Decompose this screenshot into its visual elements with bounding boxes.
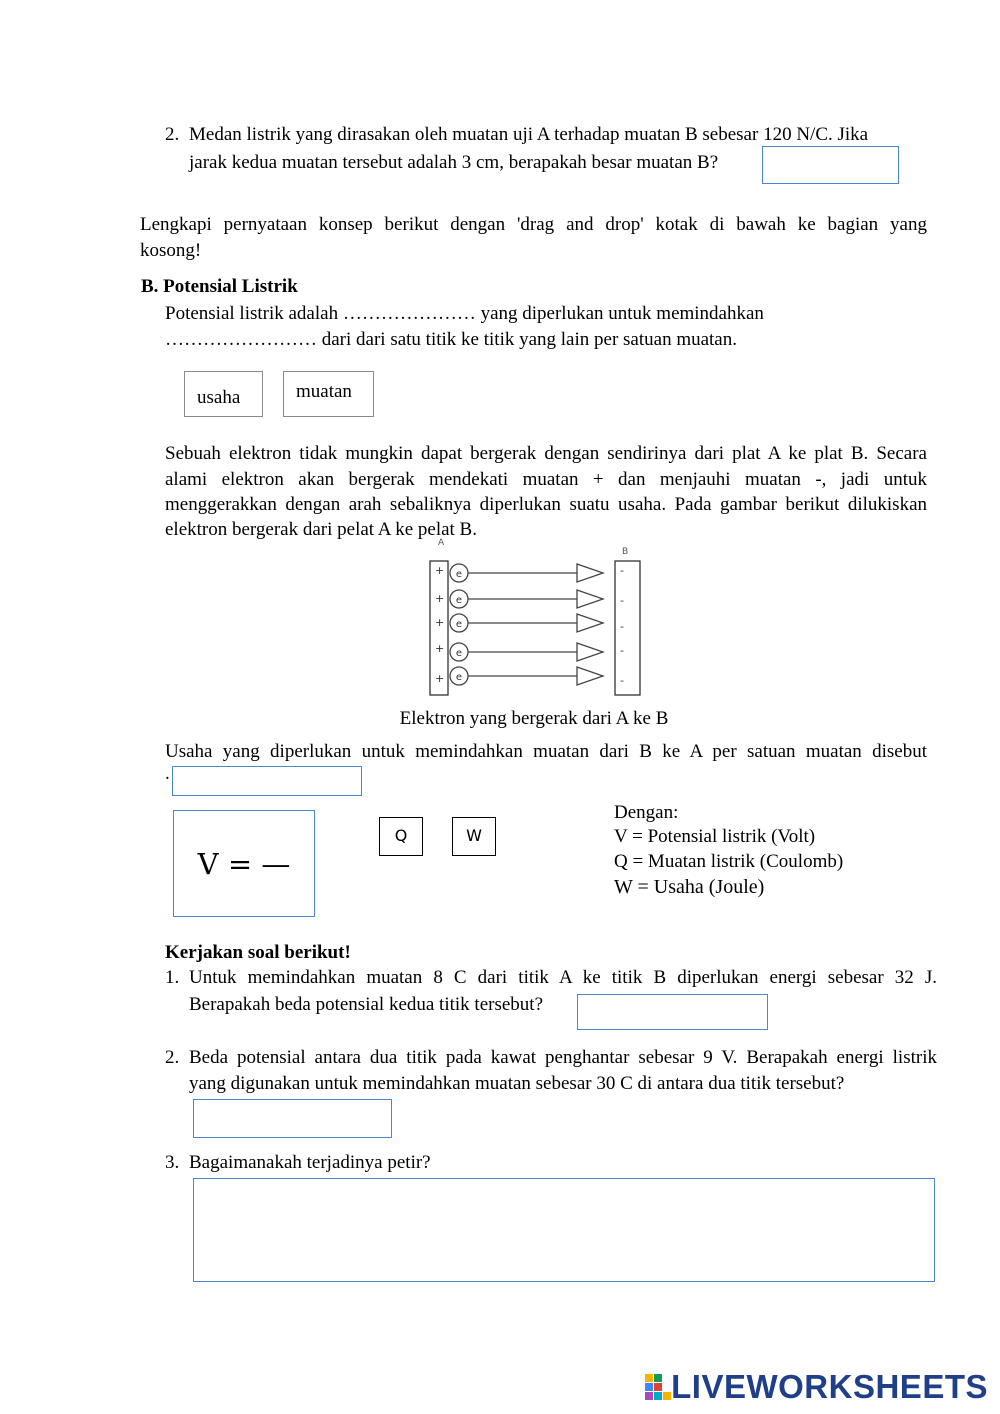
question-text-line: jarak kedua muatan tersebut adalah 3 cm, berapakah besar muatan B? bbox=[189, 152, 719, 173]
paragraph-line: Sebuah elektron tidak mungkin dapat bergerak dengan sendirinya dari plat A ke plat B. Secara bbox=[165, 443, 927, 464]
question-text-line: Untuk memindahkan muatan 8 C dari titik A ke titik B diperlukan energi sebesar 32 J. bbox=[189, 967, 937, 988]
plate-a-label: A bbox=[438, 538, 445, 548]
paragraph-line: elektron bergerak dari pelat A ke pelat B. bbox=[165, 519, 477, 540]
electron-label: e bbox=[455, 595, 463, 606]
electron-label: e bbox=[455, 648, 463, 659]
plus-sign: + bbox=[435, 642, 445, 655]
drag-tile-q[interactable]: Q bbox=[379, 817, 423, 856]
answer-input-field-charge[interactable] bbox=[762, 146, 899, 184]
instruction-line: kosong! bbox=[140, 240, 202, 261]
plate-b-label: B bbox=[622, 547, 629, 557]
drag-tile-usaha[interactable]: usaha bbox=[184, 371, 263, 417]
plate-b bbox=[615, 561, 640, 695]
minus-sign: - bbox=[620, 674, 624, 687]
question-text-line: Beda potensial antara dua titik pada kawat penghantar sebesar 9 V. Berapakah energi listrik bbox=[189, 1047, 937, 1068]
paragraph-line: menggerakkan dengan arah sebaliknya diperlukan suatu usaha. Pada gambar berikut dilukiskan bbox=[165, 494, 927, 515]
minus-sign: - bbox=[620, 594, 624, 607]
liveworksheets-logo bbox=[645, 1368, 988, 1406]
usaha-sentence: Usaha yang diperlukan untuk memindahkan muatan dari B ke A per satuan muatan disebut bbox=[165, 741, 927, 762]
answer-input-field-term[interactable] bbox=[172, 766, 362, 796]
plus-sign: + bbox=[435, 592, 445, 605]
exercises-heading: Kerjakan soal berikut! bbox=[165, 942, 351, 963]
electron-plates-figure bbox=[420, 536, 650, 701]
electron-label: e bbox=[455, 672, 463, 683]
plus-sign: + bbox=[435, 616, 445, 629]
minus-sign: - bbox=[620, 564, 624, 577]
drag-tile-w[interactable]: W bbox=[452, 817, 496, 856]
arrow-head-icon bbox=[577, 667, 603, 685]
answer-input-field-q2[interactable] bbox=[193, 1099, 392, 1138]
drag-tile-muatan[interactable]: muatan bbox=[283, 371, 374, 417]
answer-textarea-q3[interactable] bbox=[193, 1178, 935, 1282]
definition-line: …………………… dari dari satu titik ke titik yang lain per satuan muatan. bbox=[165, 329, 737, 350]
formula-expression: V = — bbox=[197, 846, 291, 881]
arrow-head-icon bbox=[577, 590, 603, 608]
logo-blocks-icon bbox=[645, 1374, 671, 1400]
definition-line: Potensial listrik adalah ………………… yang diperlukan untuk memindahkan bbox=[165, 303, 764, 324]
figure-caption: Elektron yang bergerak dari A ke B bbox=[399, 708, 669, 729]
question-number: 3. bbox=[165, 1152, 180, 1173]
plus-sign: + bbox=[435, 564, 445, 577]
question-text-line: Medan listrik yang dirasakan oleh muatan uji A terhadap muatan B sebesar 120 N/C. Jika bbox=[189, 124, 869, 145]
answer-input-field-q1[interactable] bbox=[577, 994, 768, 1030]
legend-item: W = Usaha (Joule) bbox=[614, 876, 765, 898]
paragraph-line: alami elektron akan bergerak mendekati muatan + dan menjauhi muatan -, jadi untuk bbox=[165, 469, 927, 490]
usaha-sentence-dot: . bbox=[165, 763, 170, 784]
legend-item: V = Potensial listrik (Volt) bbox=[614, 826, 816, 847]
arrow-head-icon bbox=[577, 643, 603, 661]
arrow-head-icon bbox=[577, 614, 603, 632]
arrow-head-icon bbox=[577, 564, 603, 582]
question-number: 2. bbox=[165, 1047, 180, 1068]
electron-label: e bbox=[455, 619, 463, 630]
section-heading: B. Potensial Listrik bbox=[141, 276, 298, 297]
formula-drop-box[interactable] bbox=[173, 810, 315, 917]
question-text-line: Berapakah beda potensial kedua titik tersebut? bbox=[189, 994, 544, 1015]
legend-title: Dengan: bbox=[614, 802, 679, 823]
plus-sign: + bbox=[435, 672, 445, 685]
legend-item: Q = Muatan listrik (Coulomb) bbox=[614, 851, 844, 872]
minus-sign: - bbox=[620, 644, 624, 657]
electron-label: e bbox=[455, 569, 463, 580]
logo-text: LIVEWORKSHEETS bbox=[671, 1368, 988, 1405]
instruction-line: Lengkapi pernyataan konsep berikut dengan 'drag and drop' kotak di bawah ke bagian yang bbox=[140, 214, 927, 235]
question-text-line: yang digunakan untuk memindahkan muatan sebesar 30 C di antara dua titik tersebut? bbox=[189, 1073, 845, 1094]
question-number: 2. bbox=[165, 124, 180, 145]
question-number: 1. bbox=[165, 967, 180, 988]
question-text-line: Bagaimanakah terjadinya petir? bbox=[189, 1152, 431, 1173]
minus-sign: - bbox=[620, 620, 624, 633]
